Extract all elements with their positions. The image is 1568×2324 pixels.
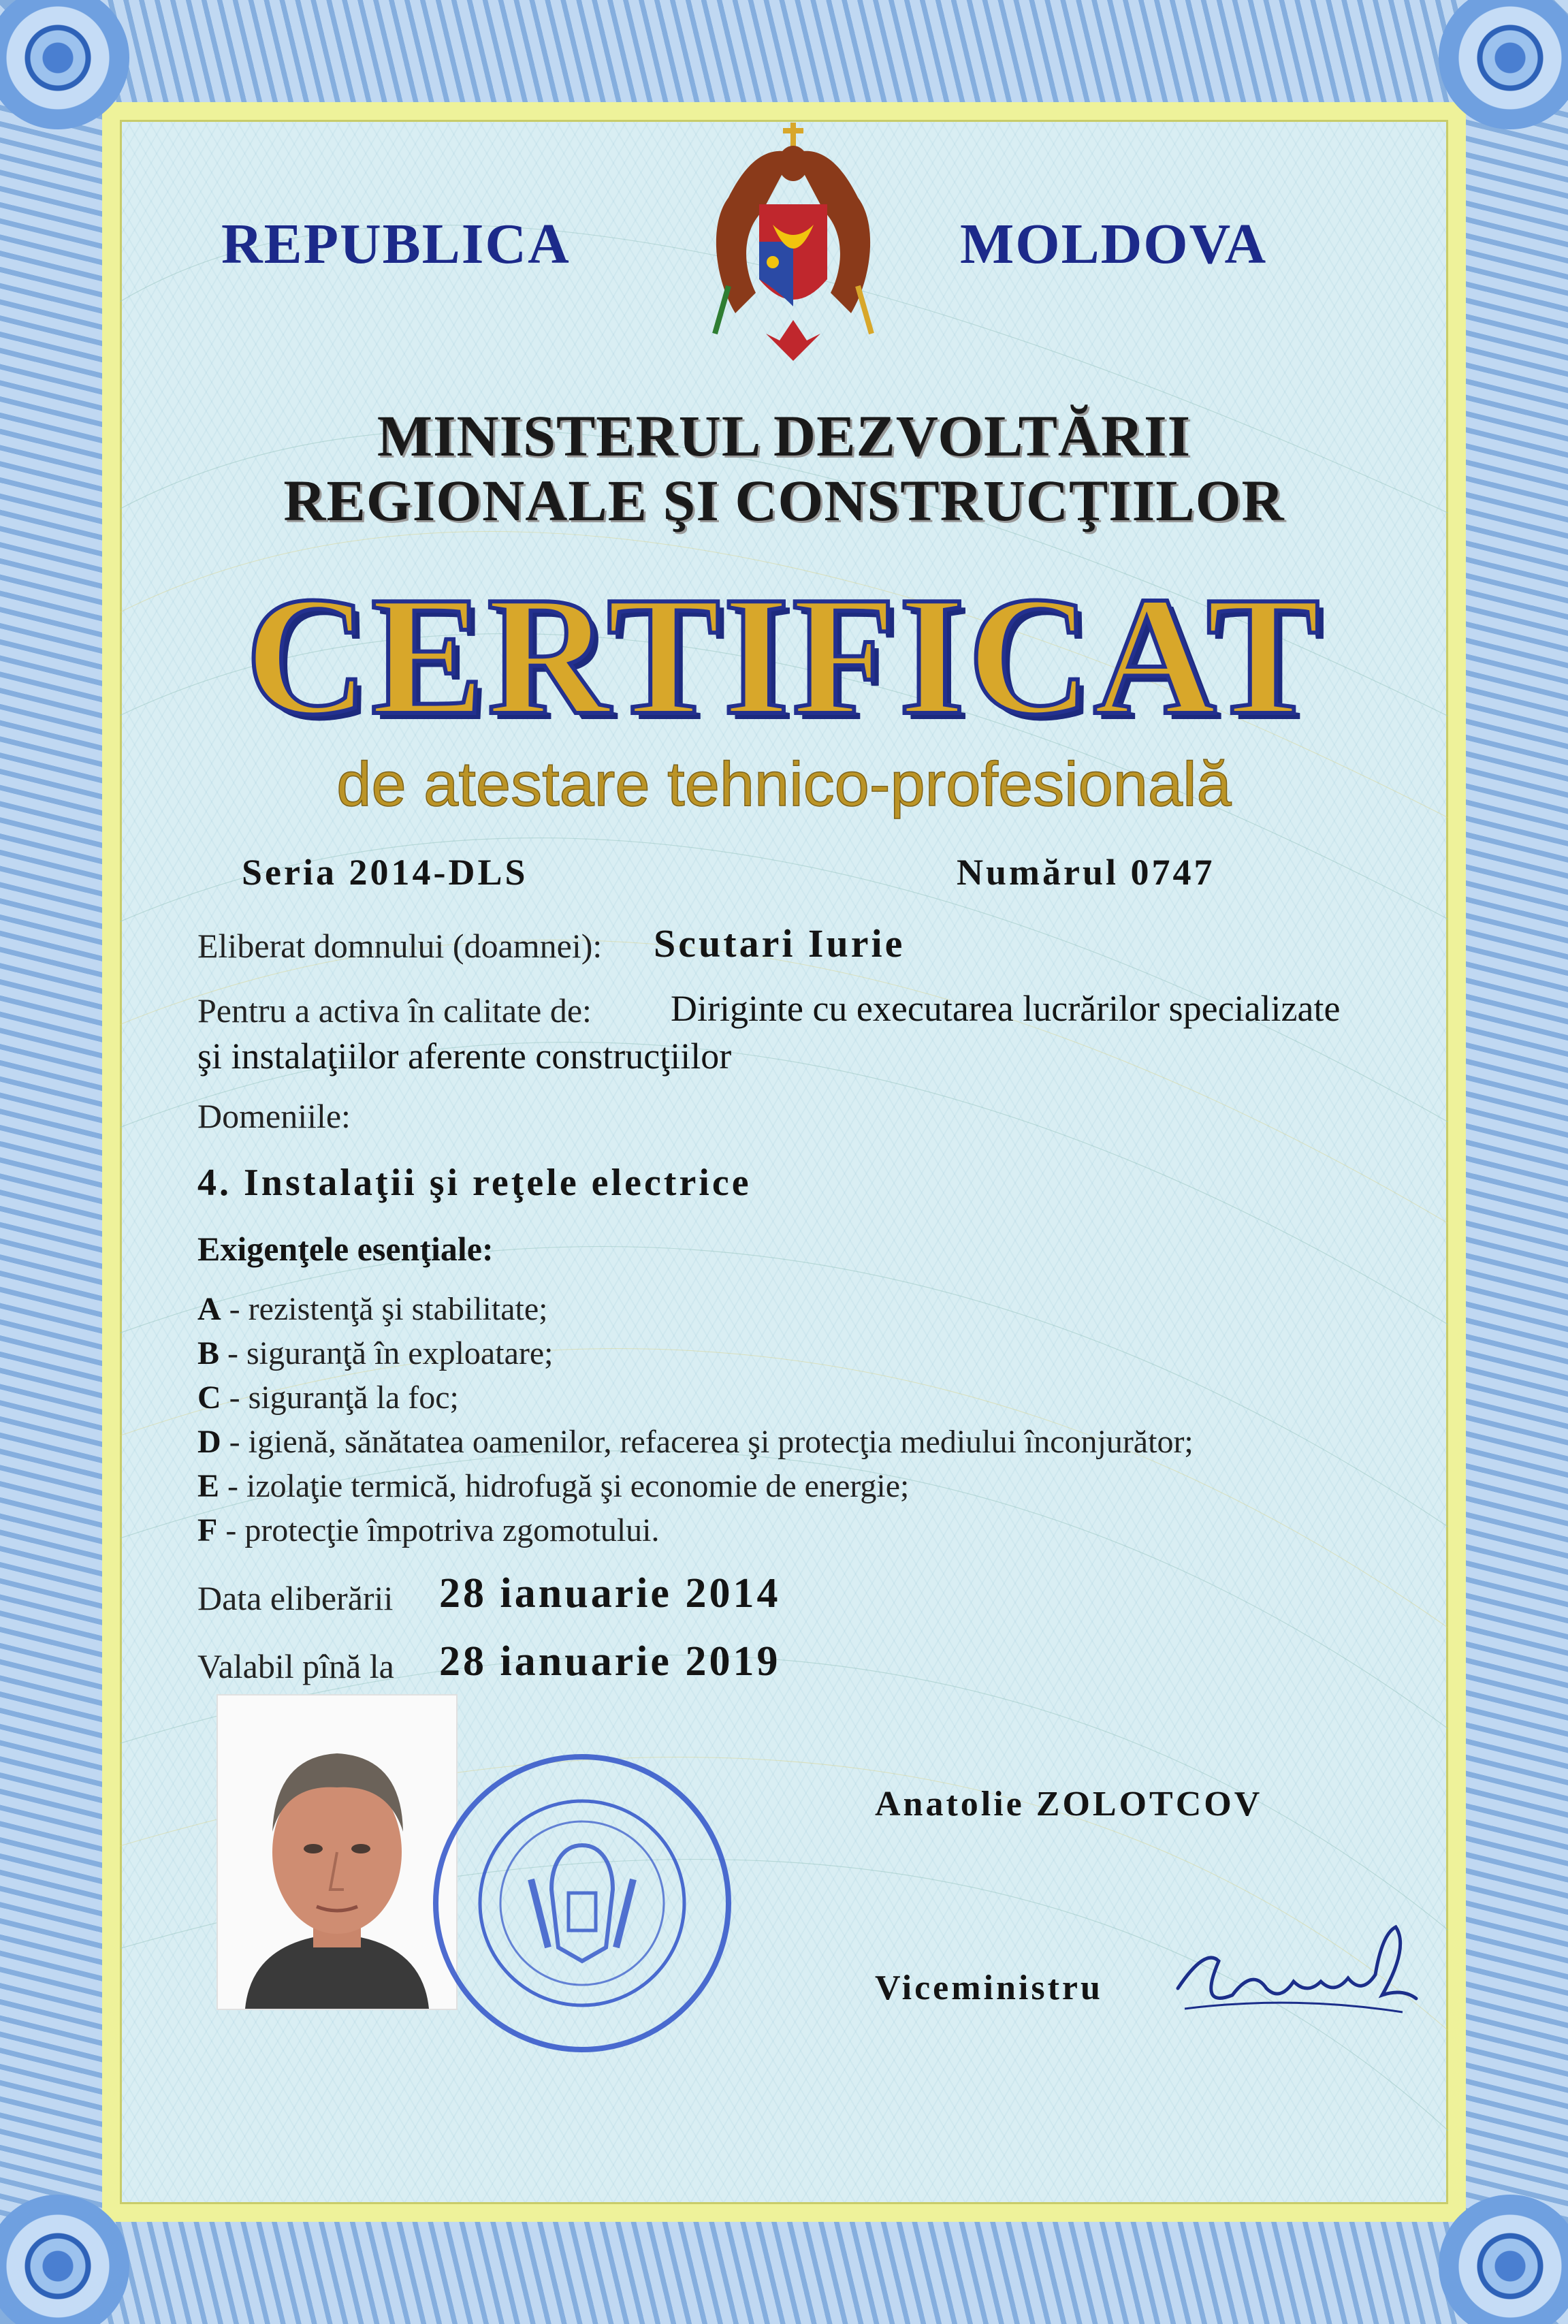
issue-date-value: 28 ianuarie 2014 xyxy=(439,1570,781,1617)
handwritten-signature xyxy=(1157,1907,1430,2029)
certificate-subtitle: de atestare tehnico-profesională xyxy=(336,750,1232,819)
ministry-name-line2: REGIONALE ŞI CONSTRUCŢIILOR xyxy=(283,468,1285,533)
country-label-left: REPUBLICA xyxy=(221,212,571,276)
official-seal-stamp xyxy=(422,1743,742,2063)
domain-value: 4. Instalaţii şi reţele electrice xyxy=(197,1162,752,1204)
ministry-name-line1: MINISTERUL DEZVOLTĂRII xyxy=(377,403,1191,468)
domains-label: Domeniile: xyxy=(197,1097,351,1135)
holder-photo xyxy=(218,1696,456,2009)
role-label: Pentru a activa în calitate de: xyxy=(197,991,592,1030)
certificate-number: Numărul 0747 xyxy=(957,852,1215,893)
valid-until-value: 28 ianuarie 2019 xyxy=(439,1638,781,1685)
holder-name: Scutari Iurie xyxy=(654,921,906,966)
signatory-position: Viceministru xyxy=(875,1969,1103,2007)
list-item: F - protecţie împotriva zgomotului. xyxy=(197,1512,660,1548)
valid-until-label: Valabil pînă la xyxy=(197,1647,394,1685)
list-item: E - izolaţie termică, hidrofugă şi economie de energie; xyxy=(197,1468,910,1504)
holder-label: Eliberat domnului (doamnei): xyxy=(197,927,603,965)
series-number: Seria 2014-DLS xyxy=(242,852,528,893)
role-line1: Diriginte cu executarea lucrărilor specializate xyxy=(671,988,1341,1029)
issue-date-label: Data eliberării xyxy=(197,1579,394,1617)
signatory-name: Anatolie ZOLOTCOV xyxy=(875,1785,1263,1824)
list-item: C - siguranţă la foc; xyxy=(197,1380,459,1416)
moldova-coat-of-arms xyxy=(688,116,899,368)
requirements-label: Exigenţele esenţiale: xyxy=(197,1230,494,1268)
role-line2: şi instalaţiilor aferente construcţiilor xyxy=(197,1036,732,1077)
country-label-right: MOLDOVA xyxy=(960,212,1268,276)
certificate-title: CERTIFICAT xyxy=(245,562,1323,750)
list-item: B - siguranţă în exploatare; xyxy=(197,1335,554,1371)
list-item: A - rezistenţă şi stabilitate; xyxy=(197,1291,548,1327)
list-item: D - igienă, sănătatea oamenilor, refacerea şi protecţia mediului înconjurător; xyxy=(197,1424,1194,1460)
